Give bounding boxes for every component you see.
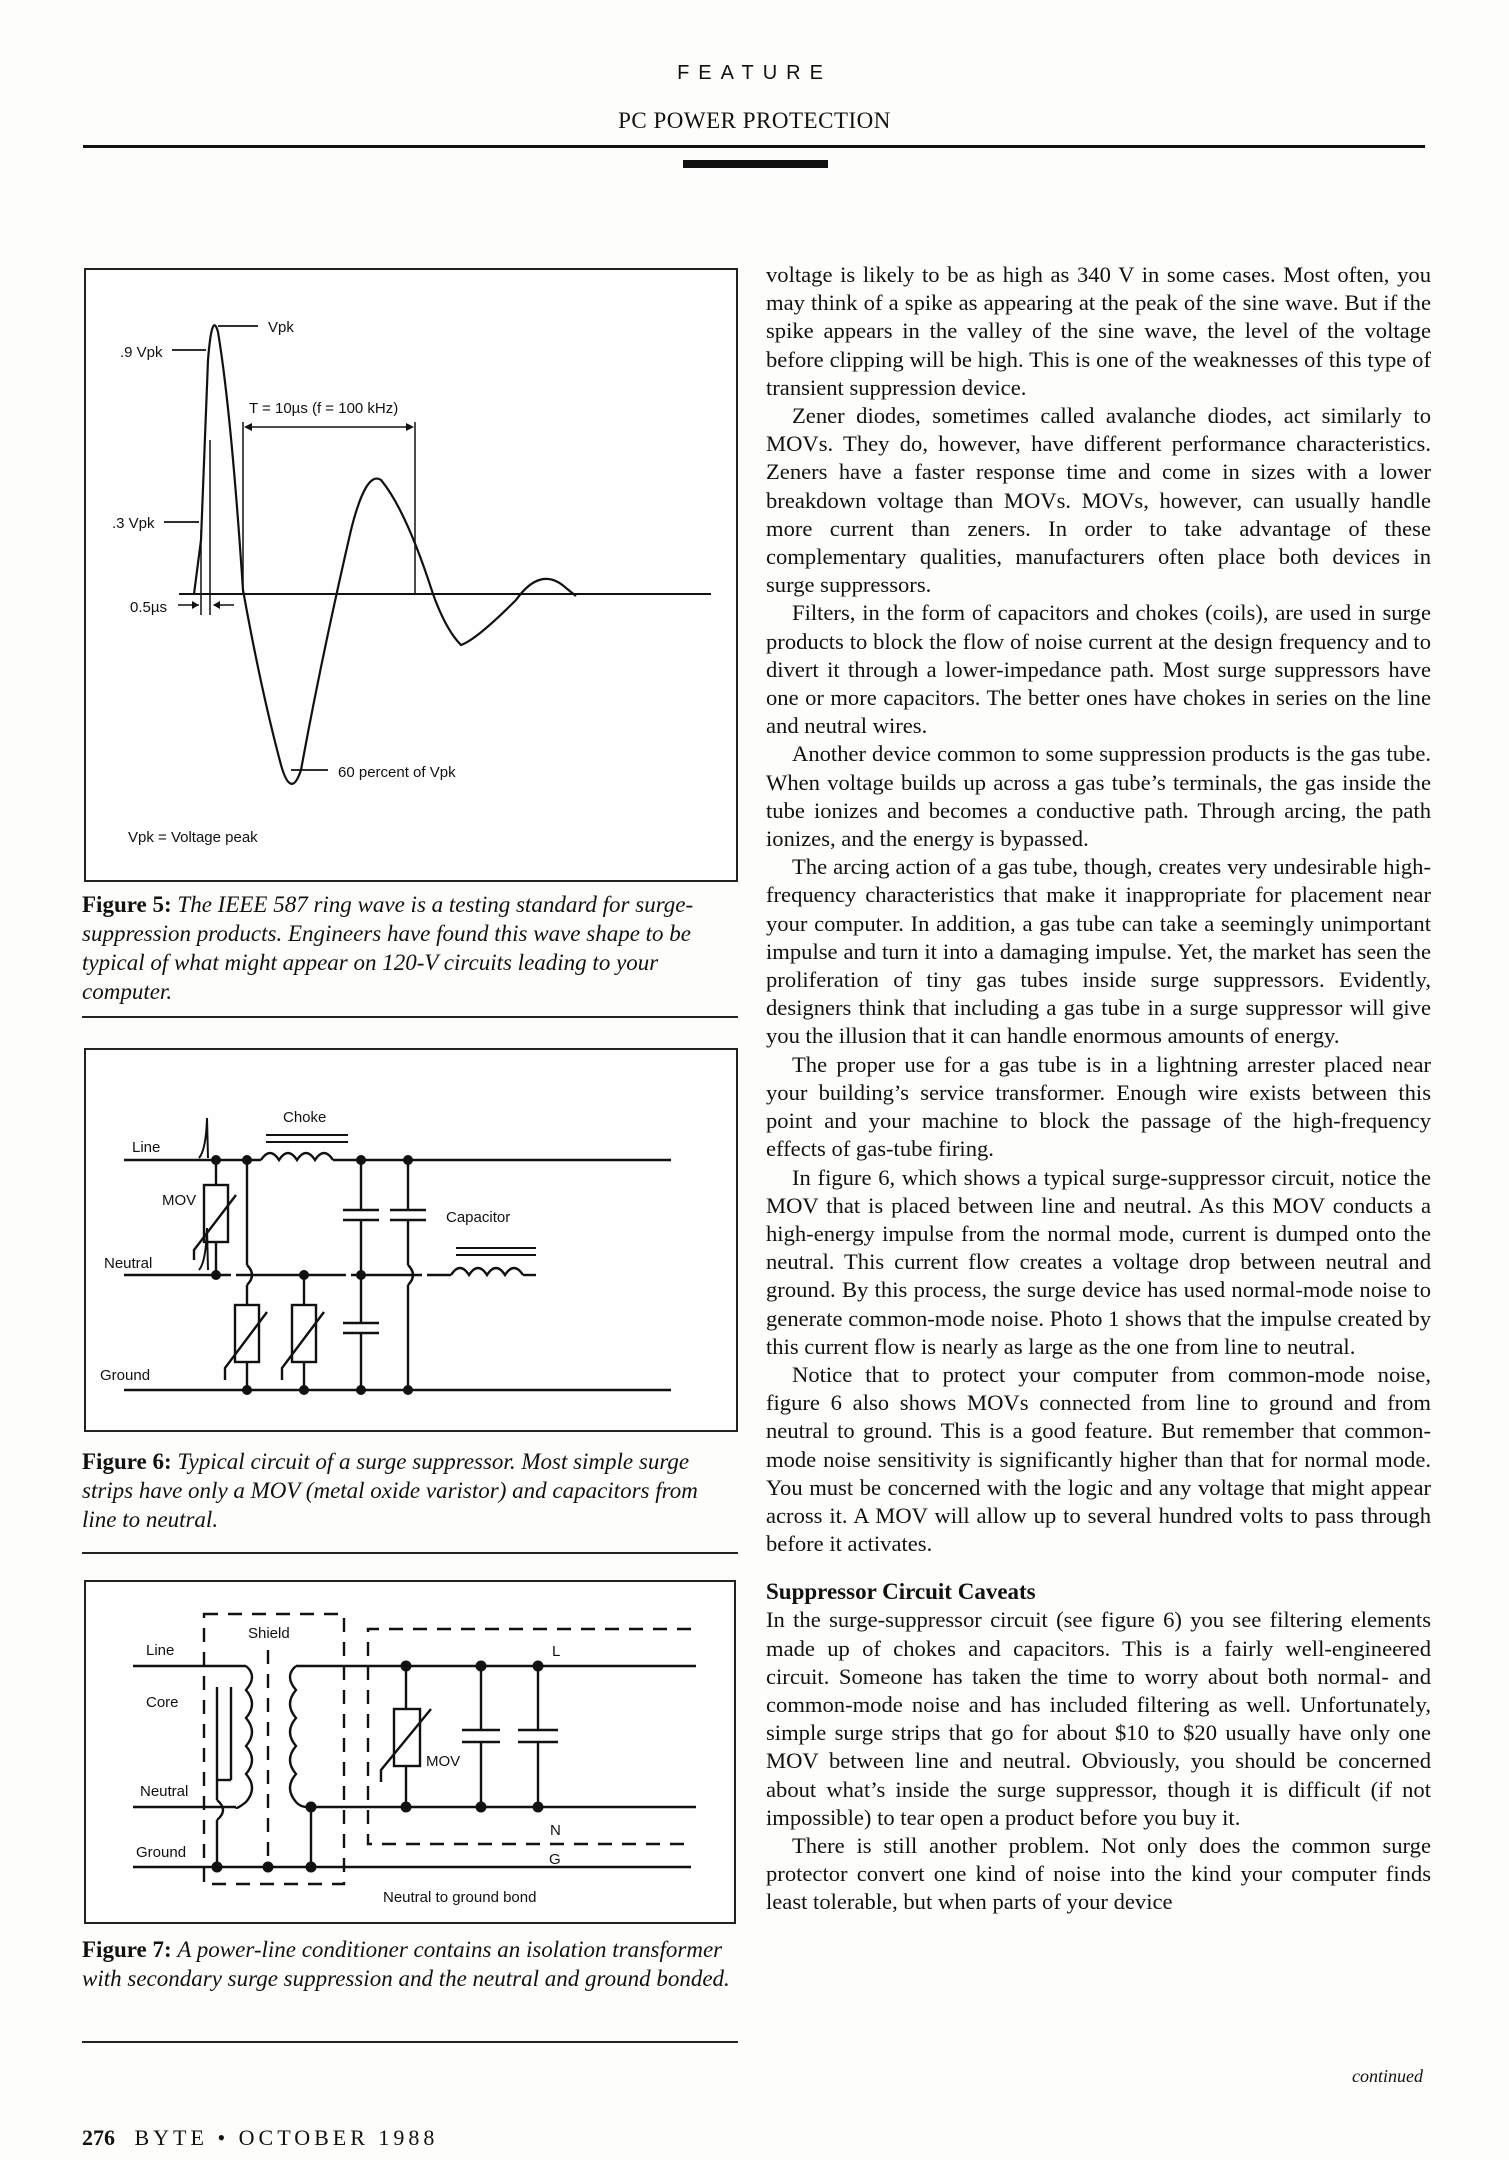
- label-g: G: [549, 1851, 561, 1868]
- caption-text: The IEEE 587 ring wave is a testing standard for surge-suppression products. Engineers have found this wave shape to be typical of what might appear on 120-V circuits leading to your computer.: [82, 892, 694, 1004]
- label-vpk: Vpk: [268, 319, 294, 336]
- label-core: Core: [146, 1694, 179, 1711]
- paragraph: In the surge-suppressor circuit (see figure 6) you see filtering elements made up of chokes and capacitors. This is a fairly well-engineered circuit. Someone has taken the time to worry about both normal- and common-mode noise and has included filtering as well. Unfortunately, simple surge strips that go for about $10 to $20 usually have only one MOV between line and neutral. Obviously, you should be concerned about what’s inside the surge suppressor, though it is difficult (if not impossible) to tear open a product before you buy it.: [766, 1607, 1431, 1830]
- caption-label: Figure 5:: [82, 892, 172, 917]
- label-rise-time: 0.5µs: [130, 599, 167, 616]
- figure-6-caption: [82, 1447, 732, 1534]
- caption-rule: [82, 1552, 738, 1554]
- label-mov: MOV: [162, 1192, 197, 1209]
- page-footer: [82, 2125, 438, 2151]
- caption-label: Figure 6:: [82, 1449, 172, 1474]
- paragraph: Another device common to some suppression products is the gas tube. When voltage builds up across a gas tube’s terminals, the gas inside the tube ionizes and becomes a conductive path. Through arcing, the path ionizes, and the energy is bypassed.: [766, 741, 1431, 852]
- label-neutral: Neutral: [104, 1255, 153, 1272]
- paragraph: Notice that to protect your computer from common-mode noise, figure 6 also shows MOVs connected from line to ground and from neutral to ground. This is a good feature. But remember that common-mode noise sensitivity is significantly higher than that for normal mode. You must be concerned with the logic and any voltage that might appear across it. A MOV will allow up to several hundred volts to pass through before it activates.: [766, 1361, 1431, 1557]
- figure-5-ring-wave: [84, 268, 738, 882]
- label-ground: Ground: [100, 1367, 151, 1384]
- paragraph: There is still another problem. Not only does the common surge protector convert one kind of noise into the kind your computer finds least tolerable, but when parts of your device: [766, 1832, 1431, 1915]
- paragraph: The arcing action of a gas tube, though, creates very undesirable high-frequency characteristics that make it inappropriate for placement near your computer. In addition, a gas tube can take a seemingly unimportant impulse and turn it into a damaging impulse. Yet, the market has seen the proliferation of tiny gas tubes inside surge suppressors. Evidently, designers think that including a gas tube in a surge suppressor will give you the illusion that it can handle enormous amounts of energy.: [766, 854, 1431, 1049]
- caption-rule: [82, 1016, 738, 1018]
- label-03-vpk: .3 Vpk: [112, 515, 155, 532]
- caption-label: Figure 7:: [82, 1937, 172, 1962]
- label-choke: Choke: [283, 1109, 327, 1126]
- figure-5-caption: [82, 890, 732, 1006]
- continued-label: continued: [1352, 2066, 1423, 2086]
- label-shield: Shield: [248, 1625, 290, 1642]
- paragraph: voltage is likely to be as high as 340 V in some cases. Most often, you may think of a spike as appearing at the peak of the sine wave. But if the spike appears in the valley of the sine wave, the level of the voltage before clipping will be high. This is one of the weaknesses of this type of transient suppression device.: [766, 262, 1431, 400]
- figure-6-surge-circuit: [84, 1048, 738, 1432]
- page-number: 276: [82, 2125, 115, 2150]
- label-legend: Vpk = Voltage peak: [128, 829, 258, 846]
- paragraph: Zener diodes, sometimes called avalanche diodes, act similarly to MOVs. They do, however, have different performance characteristics. Zeners have a faster response time and come in sizes with a lower breakdown voltage than MOVs. MOVs, however, can usually handle more current than zeners. In order to take advantage of these complementary qualities, manufacturers often place both devices in surge suppressors.: [766, 403, 1431, 598]
- label-period: T = 10µs (f = 100 kHz): [249, 400, 399, 417]
- label-line: Line: [132, 1139, 161, 1156]
- header-bar: [683, 160, 828, 168]
- label-line: Line: [146, 1642, 175, 1659]
- running-title: PC POWER PROTECTION: [618, 108, 891, 133]
- paragraph: The proper use for a gas tube is in a lightning arrester placed near your building’s service transformer. Enough wire exists between this point and your machine to block the passage of the high-frequency effects of gas-tube firing.: [766, 1051, 1431, 1162]
- label-09-vpk: .9 Vpk: [120, 344, 163, 361]
- caption-text: Typical circuit of a surge suppressor. Most simple surge strips have only a MOV (metal oxide varistor) and capacitors from line to neutral.: [82, 1449, 698, 1532]
- label-l: L: [552, 1643, 561, 1660]
- article-body: [766, 261, 1431, 1917]
- section-heading: Suppressor Circuit Caveats: [766, 1579, 1036, 1605]
- label-bond: Neutral to ground bond: [383, 1889, 537, 1906]
- label-mov: MOV: [426, 1753, 461, 1770]
- section-kicker: FEATURE: [677, 62, 832, 84]
- paragraph: Filters, in the form of capacitors and chokes (coils), are used in surge products to block the flow of noise current at the design frequency and to divert it through a lower-impedance path. Most surge suppressors have one or more capacitors. The better ones have chokes in series on the line and neutral wires.: [766, 600, 1431, 739]
- figure-7-caption: [82, 1935, 732, 1993]
- caption-rule: [82, 2041, 738, 2043]
- caption-text: A power-line conditioner contains an isolation transformer with secondary surge suppression and the neutral and ground bonded.: [82, 1937, 730, 1991]
- magazine-issue: BYTE • OCTOBER 1988: [134, 2125, 439, 2150]
- figure-7-line-conditioner: [84, 1580, 736, 1924]
- label-trough: 60 percent of Vpk: [338, 764, 456, 781]
- label-ground: Ground: [136, 1844, 187, 1861]
- header-rule: [83, 145, 1425, 148]
- label-n: N: [550, 1822, 561, 1839]
- label-neutral: Neutral: [140, 1783, 189, 1800]
- paragraph: In figure 6, which shows a typical surge-suppressor circuit, notice the MOV that is placed between line and neutral. As this MOV conducts a high-energy impulse from the normal mode, current is dumped onto the neutral. This current flow creates a voltage drop between neutral and ground. By this process, the surge device has used normal-mode noise to generate common-mode noise. Photo 1 shows that the impulse created by this current flow is nearly as large as the one from line to neutral.: [766, 1164, 1431, 1359]
- label-capacitor: Capacitor: [446, 1209, 511, 1226]
